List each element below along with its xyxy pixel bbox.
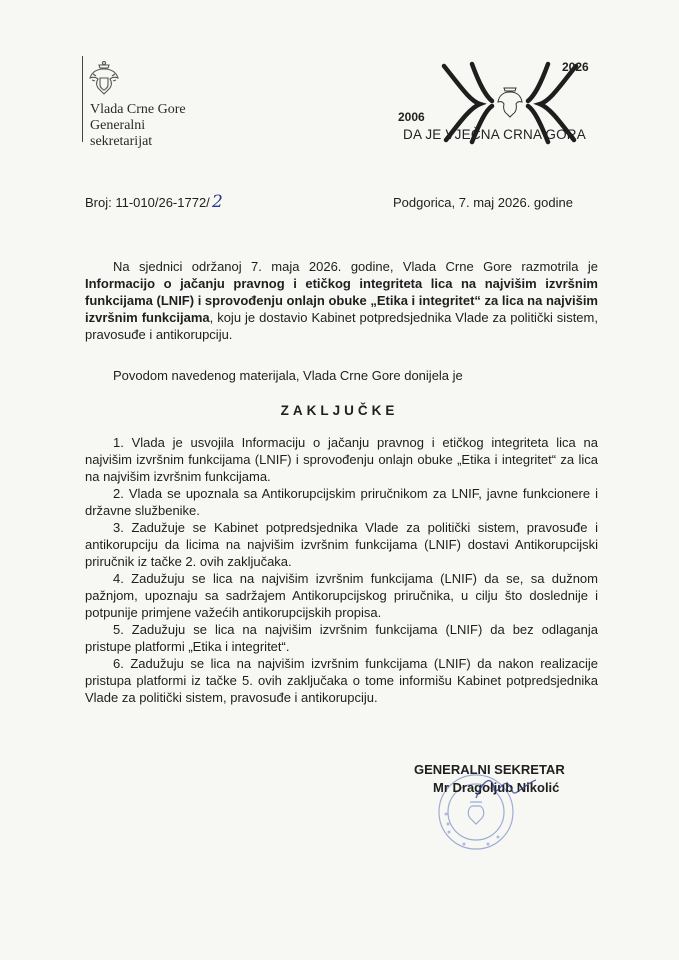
- document-number: Broj: 11-010/26-1772/: [85, 195, 210, 210]
- conclusion-item-2: 2. Vlada se upoznala sa Antikorupcijskim priručnikom za LNIF, javne funkcionere i državne službenike.: [85, 486, 598, 518]
- logo-year-start: 2006: [398, 110, 425, 124]
- conclusion-item-1: 1. Vlada je usvojila Informaciju o jačanju pravnog i etičkog integriteta lica na najvišim izvršnim funkcijama (LNIF) i sprovođenju onlajn obuke „Etika i integritet“ za lica na najvišim izvršnim funkcijama.: [85, 435, 598, 484]
- decision-lead-paragraph: Povodom navedenog materijala, Vlada Crne Gore donijela je: [113, 368, 463, 383]
- intro-text-start: Na sjednici održanoj 7. maja 2026. godine, Vlada Crne Gore razmotrila je: [113, 259, 598, 274]
- handwritten-signature-icon: [470, 768, 540, 808]
- conclusions-heading: ZAKLJUČKE: [280, 403, 399, 418]
- conclusion-item-3: 3. Zadužuje se Kabinet potpredsjednika Vlade za politički sistem, pravosuđe i antikorupciju da licima na najvišim izvršnim funkcijama (LNIF) dostavi Antikorupcijski priručnik iz tačke 2. ovih zaključaka.: [85, 520, 598, 569]
- logo-motto: DA JE VJEČNA CRNA GORA: [403, 127, 586, 142]
- logo-year-end: 2026: [562, 60, 589, 74]
- signatory-name: Mr Dragoljub Nikolić: [433, 780, 560, 795]
- signatory-title: GENERALNI SEKRETAR: [414, 762, 565, 777]
- conclusion-item-4: 4. Zadužuju se lica na najvišim izvršnim funkcijama (LNIF) da se, sa dužnom pažnjom, upoznaju sa sadržajem Antikorupcijskog priručnika, u cilju što doslednije i potpunije primjene važećih antikorupcijskih propisa.: [85, 571, 598, 620]
- handwritten-digit: 2: [212, 192, 223, 212]
- gov-line-2: Generalni: [90, 118, 146, 133]
- document-date: Podgorica, 7. maj 2026. godine: [393, 195, 573, 210]
- intro-text-end: , koju je dostavio Kabinet potpredsjednika Vlade za politički sistem, pravosuđe i antikorupciju.: [85, 310, 598, 342]
- gov-line-1: Vlada Crne Gore: [90, 102, 186, 117]
- intro-bold-subject: Informacijo o jačanju pravnog i etičkog integriteta lica na najvišim izvršnim funkcijama (LNIF) i sprovođenju onlajn obuke „Etika i integritet“ za lica na najvišim izvršnim funkcijama: [85, 276, 598, 325]
- gov-line-3: sekretarijat: [90, 134, 153, 149]
- handwritten-number-suffix: [204, 188, 234, 214]
- montenegro-coat-of-arms-icon: [87, 60, 121, 96]
- conclusion-item-5: 5. Zadužuju se lica na najvišim izvršnim funkcijama (LNIF) da bez odlaganja pristupe platformi „Etika i integritet“.: [85, 622, 598, 654]
- conclusions-list: [85, 434, 598, 706]
- intro-paragraph: [85, 258, 598, 343]
- government-name: [90, 102, 186, 150]
- header-divider: [82, 56, 83, 142]
- conclusion-item-6: 6. Zadužuju se lica na najvišim izvršnim funkcijama (LNIF) da nakon realizacije pristupa platformi iz tačke 5. ovih zaključaka o tome informišu Kabinet potpredsjednika Vlade za politički sistem, pravosuđe i antikorupciju.: [85, 656, 598, 705]
